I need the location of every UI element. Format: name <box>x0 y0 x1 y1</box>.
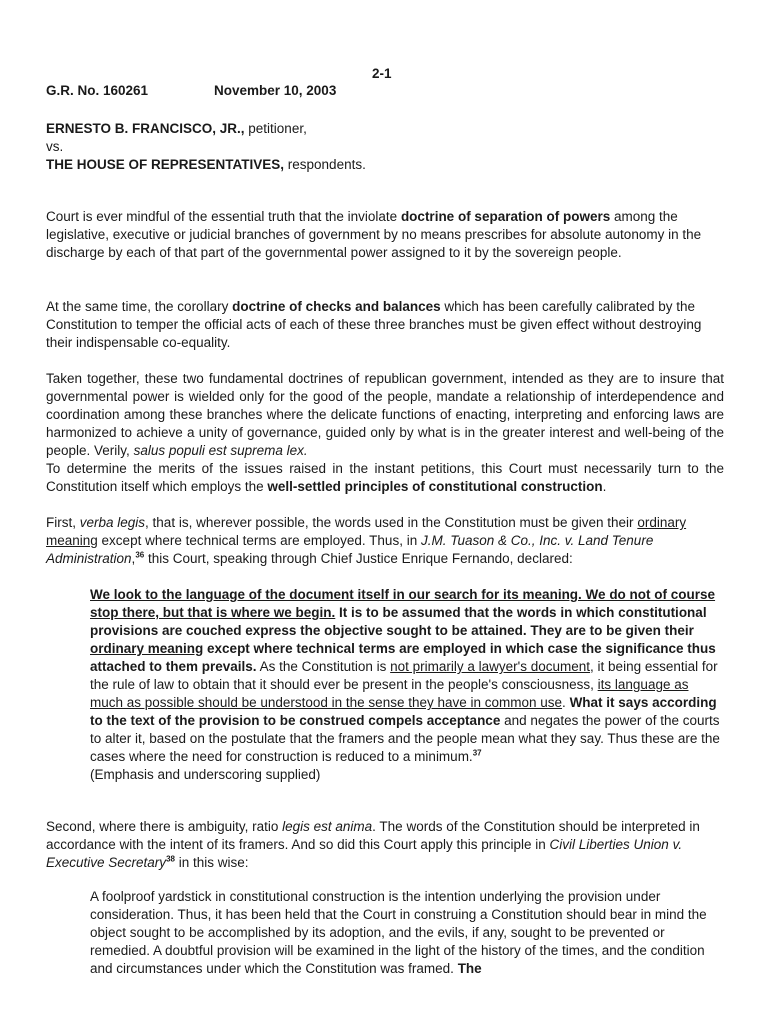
paragraph-separation-of-powers <box>46 208 724 262</box>
footnote-ref: 38 <box>166 854 175 864</box>
text-run: , <box>131 551 136 566</box>
text-run: . <box>602 479 607 494</box>
text-run: and negates the power of the courts to alter it, based on the postulate that the framers and the people mean what they say. Thus these are the cases where the need for construction is reduced to a minimum. <box>90 713 720 764</box>
bold-term: doctrine of separation of powers <box>400 209 611 224</box>
petitioner-name: ERNESTO B. FRANCISCO, JR., <box>46 121 245 136</box>
bold-text: It is to be assumed that the words in which constitutional provisions are couched express the objective sought to be attained. They are to be given their <box>90 605 707 638</box>
bold-text: The <box>457 961 482 976</box>
text-run: which has been carefully calibrated by the Constitution to temper the official acts of each of these three branches must be given effect without destroying their indispensable co-equality. <box>46 299 702 350</box>
text-run: among the legislative, executive or judicial branches of government by no means prescribes for absolute autonomy in the discharge by each of that part of the governmental power assigned to it by the sovereign people. <box>46 209 702 260</box>
text-run: , that is, wherever possible, the words used in the Constitution must be given their <box>145 515 638 530</box>
text-run: . The words of the Constitution should be interpreted in accordance with the intent of its framers. And so did this Court apply this principle in <box>46 819 700 852</box>
bold-text: except where technical terms are employed in which case the significance thus attached to them prevails. <box>90 641 716 674</box>
bold-underlined-text: We look to the language of the document itself in our search for its meaning. We do not of course stop there, but that is where we begin. <box>90 587 716 620</box>
respondent-line <box>46 156 726 174</box>
petitioner-role: petitioner, <box>244 121 307 136</box>
paragraph-fundamental-doctrines <box>46 370 724 496</box>
bold-term: well-settled principles of constitutional construction <box>267 479 603 494</box>
bold-underlined-text: ordinary meaning <box>90 641 204 656</box>
latin-maxim: salus populi est suprema lex. <box>133 443 308 458</box>
case-citation: J.M. Tuason & Co., Inc. v. Land Tenure Administration <box>46 533 654 566</box>
text-run: As the Constitution is <box>256 659 391 674</box>
underlined-text: its language as much as possible should be understood in the sense they have in common use <box>90 677 689 710</box>
text-run: . <box>562 695 570 710</box>
text-run: except where technical terms are employed. Thus, in <box>97 533 421 548</box>
text-run: , it being essential for the rule of law to obtain that it should ever be present in the people's consciousness, <box>90 659 718 692</box>
bold-text: What it says according to the text of the provision to be construed compels acceptance <box>90 695 717 728</box>
text-run: in this wise: <box>174 855 249 870</box>
latin-term: legis est anima <box>282 819 373 834</box>
text-run: At the same time, the corollary <box>46 299 233 314</box>
underlined-term: ordinary meaning <box>46 515 687 548</box>
text-run: Second, where there is ambiguity, ratio <box>46 819 283 834</box>
respondent-name: THE HOUSE OF REPRESENTATIVES, <box>46 157 285 172</box>
text-run: To determine the merits of the issues raised in the instant petitions, this Court must necessarily turn to the Constitution itself which employs the <box>46 461 724 494</box>
text-run: A foolproof yardstick in constitutional construction is the intention underlying the provision under consideration. Thus, it has been held that the Court in construing a Constitution should bear in mind the object sought to be accomplished by its adoption, and the evils, if any, sought to be prevented or remedied. A doubtful provision will be examined in the light of the history of the times, and the condition and circumstances under which the Constitution was framed. <box>90 889 707 976</box>
text-run: First, <box>46 515 80 530</box>
block-quote-tuason <box>90 586 720 784</box>
page-number: 2-1 <box>372 66 392 81</box>
emphasis-note: (Emphasis and underscoring supplied) <box>90 767 321 782</box>
paragraph-checks-and-balances <box>46 298 724 352</box>
gr-number: G.R. No. 160261 <box>46 83 149 98</box>
versus: vs. <box>46 139 64 154</box>
paragraph-legis-est-anima <box>46 818 724 872</box>
petitioner-line <box>46 120 726 138</box>
footnote-ref: 36 <box>135 550 145 560</box>
case-date: November 10, 2003 <box>214 83 337 98</box>
case-header <box>46 83 337 98</box>
text-run: Taken together, these two fundamental doctrines of republican government, intended as they are to insure that governmental power is wielded only for the good of the people, mandate a relationship of interdependence and coordination among these branches where the delicate functions of enacting, interpreting and enforcing laws are harmonized to achieve a unity of governance, guided only by what is in the greater interest and well-being of the people. Verily, <box>46 371 724 458</box>
case-citation: Civil Liberties Union v. Executive Secretary <box>46 837 683 870</box>
block-quote-civil-liberties <box>90 888 720 978</box>
paragraph-verba-legis <box>46 514 724 568</box>
text-run: this Court, speaking through Chief Justice Enrique Fernando, declared: <box>144 551 573 566</box>
case-parties <box>46 120 726 174</box>
underlined-text: not primarily a lawyer's document <box>390 659 591 674</box>
text-run: Court is ever mindful of the essential truth that the inviolate <box>46 209 401 224</box>
respondent-role: respondents. <box>284 157 366 172</box>
bold-term: doctrine of checks and balances <box>232 299 441 314</box>
latin-term: verba legis <box>79 515 146 530</box>
footnote-ref: 37 <box>472 748 482 758</box>
